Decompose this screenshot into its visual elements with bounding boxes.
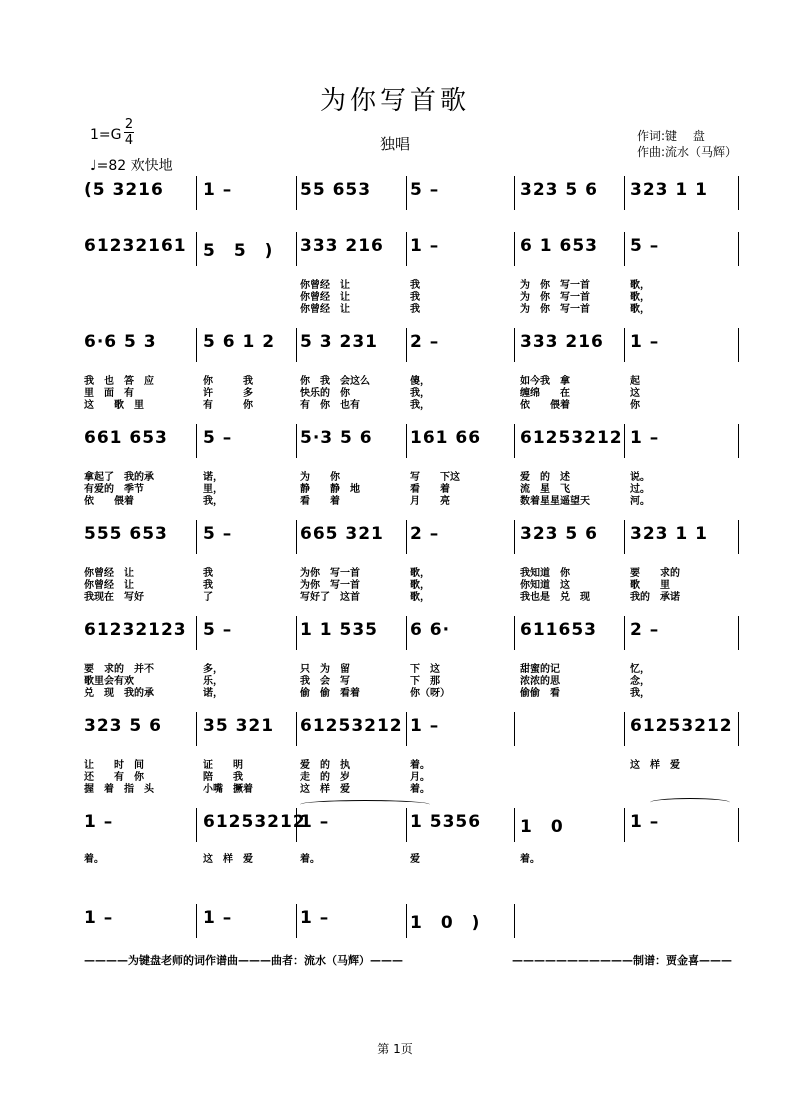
lyric-text: 傻，: [410, 376, 430, 387]
score-row: [0, 812, 790, 892]
lyric-text: 走 的 岁: [300, 772, 350, 783]
measure-notes: 1 0: [520, 817, 564, 837]
time-signature: [122, 117, 136, 148]
lyric-text: 有 你: [203, 400, 253, 411]
tempo-marking: ♩=82 欢快地: [90, 158, 173, 174]
bar-line: [196, 176, 197, 210]
lyric-text: 你 我: [203, 376, 253, 387]
lyric-text: 爱 的 执: [300, 760, 350, 771]
score-row: [0, 716, 790, 796]
composer-credit: 作曲:流水（马辉）: [637, 145, 738, 159]
measure-notes: 665 321: [300, 524, 384, 544]
lyric-text: 着。: [410, 784, 430, 795]
lyric-text: 说。: [630, 472, 650, 483]
page-number: 第 1页: [377, 1042, 413, 1056]
lyric-text: 浓浓的思: [520, 676, 560, 687]
lyric-text: 你曾经 让: [300, 280, 350, 291]
time-signature-bottom: 4: [124, 133, 134, 148]
lyric-text: 你曾经 让: [300, 304, 350, 315]
bar-line: [514, 904, 515, 938]
measure-notes: 35 321: [203, 716, 275, 736]
bar-line: [196, 712, 197, 746]
lyricist-credit: 作词:键 盘: [637, 129, 705, 143]
lyric-text: 我，: [410, 400, 430, 411]
lyric-text: 爱 的 述: [520, 472, 570, 483]
measure-notes: 1 –: [410, 236, 440, 256]
bar-line: [624, 424, 625, 458]
measure-notes: 5 –: [203, 428, 233, 448]
lyric-text: 你知道 这: [520, 580, 570, 591]
footer-left: ————为键盘老师的词作谱曲———曲者：流水（马辉）———: [84, 954, 403, 967]
lyric-text: 握 着 指 头: [84, 784, 154, 795]
measure-notes: 333 216: [520, 332, 604, 352]
lyric-text: 歌 里: [630, 580, 670, 591]
lyric-text: 流 星 飞: [520, 484, 570, 495]
bar-line: [624, 176, 625, 210]
lyric-text: 歌里会有欢: [84, 676, 134, 687]
bar-line: [296, 424, 297, 458]
lyric-text: 你曾经 让: [300, 292, 350, 303]
bar-line: [296, 712, 297, 746]
bar-line: [738, 808, 739, 842]
bar-line: [296, 176, 297, 210]
lyric-text: 着。: [410, 760, 430, 771]
bar-line: [738, 232, 739, 266]
lyric-text: 偷偷 看: [520, 688, 560, 699]
measure-notes: 55 653: [300, 180, 372, 200]
lyric-text: 甜蜜的记: [520, 664, 560, 675]
lyric-text: 要 求的: [630, 568, 680, 579]
lyric-text: 我: [410, 304, 420, 315]
lyric-text: 依 偎着: [520, 400, 570, 411]
lyric-text: 我 也 答 应: [84, 376, 154, 387]
lyric-text: 这 歌 里: [84, 400, 144, 411]
measure-notes: 6 6·: [410, 620, 451, 640]
measure-notes: 5 3 231: [300, 332, 378, 352]
lyric-text: 兑 现 我的承: [84, 688, 154, 699]
key-signature: 1=G: [90, 127, 122, 143]
bar-line: [738, 712, 739, 746]
measure-notes: 1 –: [630, 812, 660, 832]
lyric-text: 我，: [410, 388, 430, 399]
measure-notes: 1 –: [203, 908, 233, 928]
tie-arc: [300, 800, 430, 809]
bar-line: [196, 424, 197, 458]
bar-line: [514, 712, 515, 746]
bar-line: [406, 712, 407, 746]
lyric-text: 着。: [300, 854, 320, 865]
measure-notes: 1 –: [410, 716, 440, 736]
measure-notes: 323 1 1: [630, 524, 708, 544]
bar-line: [624, 232, 625, 266]
measure-notes: 1 1 535: [300, 620, 378, 640]
lyric-text: 我: [410, 280, 420, 291]
score-row: [0, 332, 790, 412]
measure-notes: 323 5 6: [520, 524, 598, 544]
lyric-text: 过。: [630, 484, 650, 495]
lyric-text: 诺，: [203, 472, 223, 483]
lyric-text: 着。: [520, 854, 540, 865]
measure-notes: 6 1 653: [520, 236, 598, 256]
measure-notes: 61253212: [300, 716, 403, 736]
bar-line: [514, 616, 515, 650]
bar-line: [196, 904, 197, 938]
lyric-text: 多，: [203, 664, 223, 675]
lyric-text: 小嘴 撅着: [203, 784, 253, 795]
lyric-text: 月 亮: [410, 496, 450, 507]
lyric-text: 看 着: [300, 496, 340, 507]
lyric-text: 忆，: [630, 664, 650, 675]
lyric-text: 起: [630, 376, 640, 387]
lyric-text: 歌，: [410, 592, 430, 603]
bar-line: [406, 520, 407, 554]
bar-line: [624, 328, 625, 362]
measure-notes: 1 –: [300, 908, 330, 928]
lyric-text: 我也是 兑 现: [520, 592, 590, 603]
lyric-text: 我现在 写好: [84, 592, 144, 603]
bar-line: [738, 616, 739, 650]
lyric-text: 许 多: [203, 388, 253, 399]
lyric-text: 我知道 你: [520, 568, 570, 579]
lyric-text: 我，: [630, 688, 650, 699]
measure-notes: (5 3216: [84, 180, 164, 200]
bar-line: [514, 520, 515, 554]
lyric-text: 月。: [410, 772, 430, 783]
lyric-text: 歌，: [630, 280, 650, 291]
bar-line: [514, 232, 515, 266]
lyric-text: 爱: [410, 854, 420, 865]
bar-line: [406, 808, 407, 842]
bar-line: [406, 176, 407, 210]
lyric-text: 念，: [630, 676, 650, 687]
lyric-text: 这 样 爱: [203, 854, 253, 865]
lyric-text: 你 我 会这么: [300, 376, 370, 387]
lyric-text: 有爱的 季节: [84, 484, 144, 495]
lyric-text: 为 你 写一首: [520, 304, 590, 315]
measure-notes: 5 6 1 2: [203, 332, 276, 352]
measure-notes: 1 0 ): [410, 913, 481, 933]
lyric-text: 为 你: [300, 472, 340, 483]
bar-line: [738, 328, 739, 362]
lyric-text: 要 求的 并不: [84, 664, 154, 675]
lyric-text: 数着星星遥望天: [520, 496, 590, 507]
lyric-text: 还 有 你: [84, 772, 144, 783]
bar-line: [624, 712, 625, 746]
bar-line: [514, 808, 515, 842]
bar-line: [738, 176, 739, 210]
lyric-text: 里，: [203, 484, 223, 495]
lyric-text: 这 样 爱: [300, 784, 350, 795]
measure-notes: 5 –: [203, 620, 233, 640]
bar-line: [296, 232, 297, 266]
score-row: [0, 524, 790, 604]
lyric-text: 着。: [84, 854, 104, 865]
measure-notes: 1 –: [203, 180, 233, 200]
measure-notes: 5 –: [410, 180, 440, 200]
score-row: [0, 908, 790, 988]
lyric-text: 为 你 写一首: [520, 280, 590, 291]
lyric-text: 我: [203, 568, 213, 579]
measure-notes: 1 –: [84, 812, 114, 832]
lyric-text: 下 那: [410, 676, 440, 687]
measure-notes: 323 1 1: [630, 180, 708, 200]
score-row: [0, 428, 790, 508]
lyric-text: 看 着: [410, 484, 450, 495]
measure-notes: 555 653: [84, 524, 168, 544]
measure-notes: 2 –: [410, 332, 440, 352]
lyric-text: 你（呀）: [410, 688, 450, 699]
measure-notes: 611653: [520, 620, 597, 640]
measure-notes: 2 –: [630, 620, 660, 640]
bar-line: [624, 616, 625, 650]
lyric-text: 如今我 拿: [520, 376, 570, 387]
bar-line: [406, 328, 407, 362]
lyric-text: 为 你 写一首: [520, 292, 590, 303]
lyric-text: 诺，: [203, 688, 223, 699]
bar-line: [296, 328, 297, 362]
lyric-text: 歌，: [410, 568, 430, 579]
lyric-text: 拿起了 我的承: [84, 472, 154, 483]
bar-line: [406, 616, 407, 650]
measure-notes: 1 –: [84, 908, 114, 928]
footer-right: ———————————制谱：贾金喜———: [512, 954, 732, 967]
lyric-text: 我 会 写: [300, 676, 350, 687]
lyric-text: 这 样 爱: [630, 760, 680, 771]
measure-notes: 5 5 ): [203, 241, 274, 261]
bar-line: [406, 424, 407, 458]
measure-notes: 61253212: [203, 812, 306, 832]
lyric-text: 为你 写一首: [300, 568, 360, 579]
bar-line: [514, 176, 515, 210]
score-row: [0, 236, 790, 316]
lyric-text: 河。: [630, 496, 650, 507]
lyric-text: 写 下这: [410, 472, 460, 483]
lyric-text: 缠绵 在: [520, 388, 570, 399]
measure-notes: 5 –: [630, 236, 660, 256]
bar-line: [196, 616, 197, 650]
lyric-text: 为你 写一首: [300, 580, 360, 591]
song-title: 为你写首歌: [319, 86, 470, 116]
bar-line: [624, 808, 625, 842]
bar-line: [296, 616, 297, 650]
lyric-text: 这: [630, 388, 640, 399]
measure-notes: 5·3 5 6: [300, 428, 373, 448]
bar-line: [196, 328, 197, 362]
lyric-text: 证 明: [203, 760, 243, 771]
bar-line: [738, 520, 739, 554]
lyric-text: 让 时 间: [84, 760, 144, 771]
lyric-text: 你曾经 让: [84, 568, 134, 579]
measure-notes: 61253212: [630, 716, 733, 736]
lyric-text: 你曾经 让: [84, 580, 134, 591]
lyric-text: 了: [203, 592, 213, 603]
lyric-text: 歌，: [630, 304, 650, 315]
measure-notes: 6·6 5 3: [84, 332, 157, 352]
measure-notes: 61232123: [84, 620, 187, 640]
lyric-text: 我: [410, 292, 420, 303]
measure-notes: 61253212: [520, 428, 623, 448]
lyric-text: 快乐的 你: [300, 388, 350, 399]
measure-notes: 1 –: [630, 332, 660, 352]
lyric-text: 里 面 有: [84, 388, 134, 399]
score-row: [0, 620, 790, 700]
measure-notes: 161 66: [410, 428, 482, 448]
bar-line: [624, 520, 625, 554]
lyric-text: 只 为 留: [300, 664, 350, 675]
bar-line: [196, 232, 197, 266]
lyric-text: 你: [630, 400, 640, 411]
lyric-text: 我: [203, 580, 213, 591]
lyric-text: 陪 我: [203, 772, 243, 783]
bar-line: [514, 328, 515, 362]
lyric-text: 我的 承诺: [630, 592, 680, 603]
lyric-text: 下 这: [410, 664, 440, 675]
tie-arc: [650, 798, 730, 807]
lyric-text: 偷 偷 看着: [300, 688, 360, 699]
measure-notes: 2 –: [410, 524, 440, 544]
lyric-text: 写好了 这首: [300, 592, 360, 603]
measure-notes: 5 –: [203, 524, 233, 544]
measure-notes: 333 216: [300, 236, 384, 256]
measure-notes: 1 5356: [410, 812, 482, 832]
lyric-text: 歌，: [630, 292, 650, 303]
bar-line: [196, 808, 197, 842]
measure-notes: 661 653: [84, 428, 168, 448]
bar-line: [296, 520, 297, 554]
bar-line: [296, 904, 297, 938]
time-signature-top: 2: [124, 117, 134, 132]
lyric-text: 静 静 地: [300, 484, 360, 495]
lyric-text: 乐，: [203, 676, 223, 687]
lyric-text: 歌，: [410, 580, 430, 591]
lyric-text: 有 你 也有: [300, 400, 360, 411]
bar-line: [406, 904, 407, 938]
lyric-text: 我，: [203, 496, 223, 507]
measure-notes: 323 5 6: [84, 716, 162, 736]
bar-line: [514, 424, 515, 458]
bar-line: [196, 520, 197, 554]
performance-type: 独唱: [379, 135, 410, 153]
bar-line: [406, 232, 407, 266]
measure-notes: 61232161: [84, 236, 187, 256]
measure-notes: 323 5 6: [520, 180, 598, 200]
measure-notes: 1 –: [300, 812, 330, 832]
bar-line: [738, 424, 739, 458]
measure-notes: 1 –: [630, 428, 660, 448]
lyric-text: 依 偎着: [84, 496, 134, 507]
